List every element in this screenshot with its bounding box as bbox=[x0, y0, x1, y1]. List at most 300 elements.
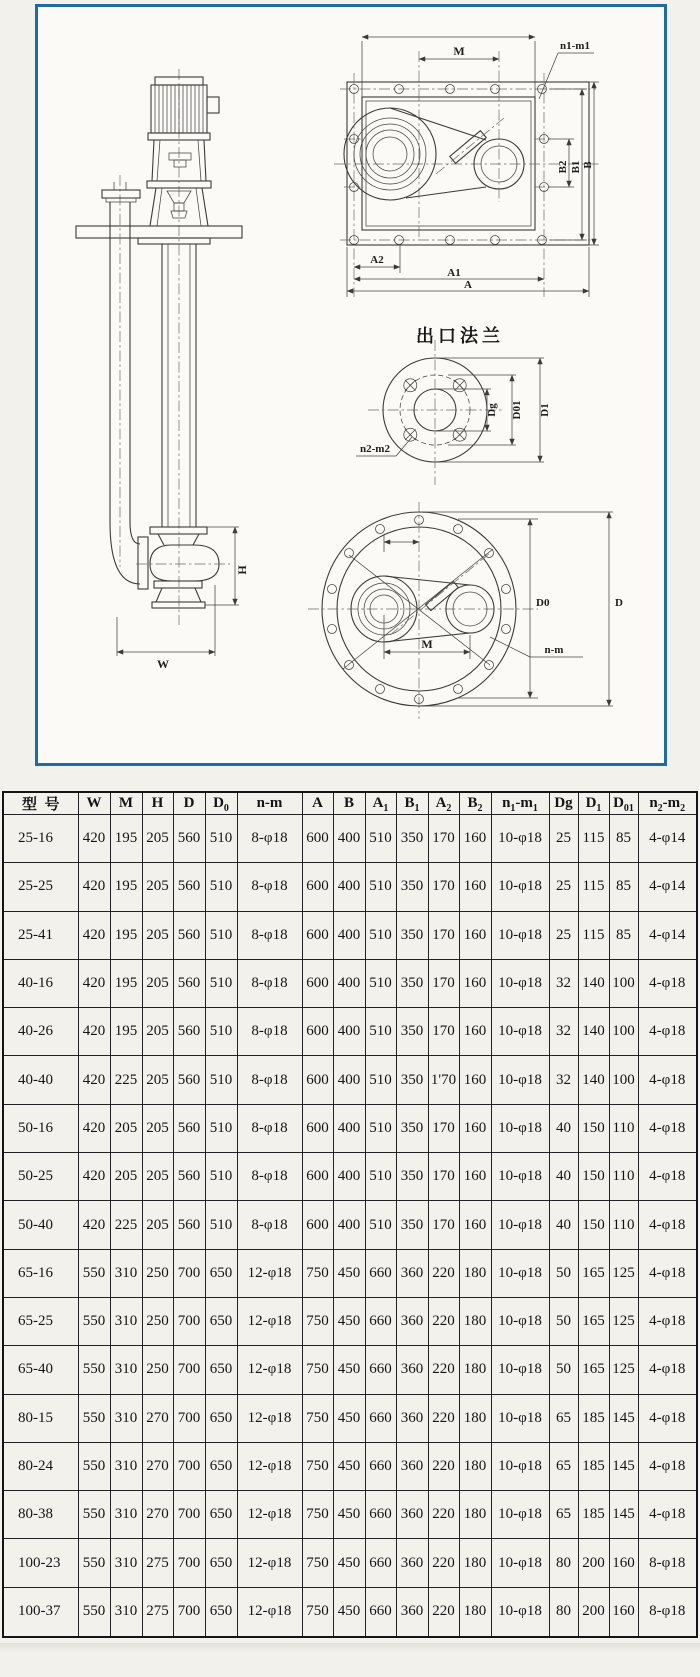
dim-cell: 195 bbox=[110, 959, 142, 1007]
dim-cell: 10-φ18 bbox=[491, 1056, 549, 1104]
dim-cell: 220 bbox=[428, 1249, 459, 1297]
dim-cell: 310 bbox=[110, 1346, 142, 1394]
dim-cell: 650 bbox=[205, 1297, 237, 1345]
dim-cell: 220 bbox=[428, 1346, 459, 1394]
dim-cell: 220 bbox=[428, 1394, 459, 1442]
dim-label-n-m: n-m bbox=[544, 644, 564, 656]
dim-cell: 360 bbox=[396, 1249, 428, 1297]
dim-cell: 700 bbox=[173, 1442, 205, 1490]
dim-cell: 700 bbox=[173, 1297, 205, 1345]
table-row bbox=[3, 1394, 697, 1442]
dim-cell: 560 bbox=[173, 1008, 205, 1056]
dim-cell: 510 bbox=[205, 1201, 237, 1249]
dim-cell: 160 bbox=[459, 959, 491, 1007]
table-row bbox=[3, 1153, 697, 1201]
dim-cell: 205 bbox=[110, 1153, 142, 1201]
model-cell: 65-40 bbox=[3, 1346, 78, 1394]
dim-cell: 160 bbox=[459, 911, 491, 959]
dim-cell: 160 bbox=[459, 1104, 491, 1152]
model-cell: 25-41 bbox=[3, 911, 78, 959]
dim-cell: 510 bbox=[365, 863, 396, 911]
dim-cell: 205 bbox=[142, 1104, 173, 1152]
dim-cell: 510 bbox=[365, 1008, 396, 1056]
dim-cell: 420 bbox=[78, 1153, 110, 1201]
dim-cell: 220 bbox=[428, 1539, 459, 1587]
dim-cell: 600 bbox=[302, 911, 333, 959]
dim-cell: 125 bbox=[609, 1297, 638, 1345]
dim-cell: 350 bbox=[396, 1201, 428, 1249]
dim-cell: 40 bbox=[549, 1201, 578, 1249]
dim-cell: 450 bbox=[333, 1346, 365, 1394]
dim-cell: 360 bbox=[396, 1346, 428, 1394]
dim-cell: 400 bbox=[333, 1008, 365, 1056]
dim-cell: 180 bbox=[459, 1539, 491, 1587]
dim-cell: 8-φ18 bbox=[237, 1008, 302, 1056]
model-cell: 80-15 bbox=[3, 1394, 78, 1442]
dim-cell: 4-φ18 bbox=[638, 1297, 697, 1345]
dim-cell: 750 bbox=[302, 1491, 333, 1539]
dim-cell: 205 bbox=[142, 1008, 173, 1056]
model-cell: 25-25 bbox=[3, 863, 78, 911]
dim-cell: 350 bbox=[396, 1056, 428, 1104]
dim-cell: 750 bbox=[302, 1394, 333, 1442]
dim-cell: 4-φ18 bbox=[638, 1394, 697, 1442]
dim-cell: 400 bbox=[333, 863, 365, 911]
dim-cell: 420 bbox=[78, 863, 110, 911]
outlet-flange-title: 出口法兰 bbox=[416, 326, 504, 346]
dim-cell: 750 bbox=[302, 1249, 333, 1297]
model-cell: 65-25 bbox=[3, 1297, 78, 1345]
dim-cell: 220 bbox=[428, 1442, 459, 1490]
drawing-frame bbox=[35, 4, 667, 766]
column-header: H bbox=[142, 792, 173, 815]
dim-cell: 165 bbox=[578, 1249, 609, 1297]
dim-label-plate-M: M bbox=[453, 44, 465, 58]
dim-cell: 510 bbox=[205, 1056, 237, 1104]
model-cell: 50-25 bbox=[3, 1153, 78, 1201]
dim-cell: 10-φ18 bbox=[491, 959, 549, 1007]
model-cell: 40-40 bbox=[3, 1056, 78, 1104]
dim-cell: 8-φ18 bbox=[237, 1201, 302, 1249]
dim-cell: 185 bbox=[578, 1394, 609, 1442]
dim-cell: 560 bbox=[173, 1104, 205, 1152]
dim-cell: 420 bbox=[78, 1008, 110, 1056]
dim-cell: 160 bbox=[459, 1056, 491, 1104]
dim-cell: 10-φ18 bbox=[491, 1249, 549, 1297]
dim-cell: 270 bbox=[142, 1442, 173, 1490]
table-row bbox=[3, 1587, 697, 1637]
dim-cell: 510 bbox=[365, 1104, 396, 1152]
dim-cell: 12-φ18 bbox=[237, 1249, 302, 1297]
dim-cell: 32 bbox=[549, 1056, 578, 1104]
dim-cell: 450 bbox=[333, 1539, 365, 1587]
dim-cell: 250 bbox=[142, 1346, 173, 1394]
dim-cell: 4-φ18 bbox=[638, 1491, 697, 1539]
dim-cell: 12-φ18 bbox=[237, 1297, 302, 1345]
column-header: A bbox=[302, 792, 333, 815]
dim-cell: 4-φ18 bbox=[638, 1442, 697, 1490]
dim-cell: 600 bbox=[302, 1056, 333, 1104]
dim-cell: 10-φ18 bbox=[491, 1442, 549, 1490]
dim-cell: 4-φ14 bbox=[638, 863, 697, 911]
dim-cell: 360 bbox=[396, 1539, 428, 1587]
dim-cell: 8-φ18 bbox=[237, 863, 302, 911]
dim-label-A: A bbox=[464, 279, 472, 291]
dim-cell: 185 bbox=[578, 1491, 609, 1539]
dim-cell: 660 bbox=[365, 1394, 396, 1442]
dim-cell: 550 bbox=[78, 1587, 110, 1637]
dim-cell: 360 bbox=[396, 1442, 428, 1490]
dim-cell: 185 bbox=[578, 1442, 609, 1490]
motor-fins bbox=[155, 85, 203, 133]
dim-cell: 750 bbox=[302, 1346, 333, 1394]
dim-cell: 160 bbox=[459, 815, 491, 863]
page-bottom-shade bbox=[0, 1643, 700, 1652]
dim-cell: 10-φ18 bbox=[491, 1201, 549, 1249]
dim-cell: 25 bbox=[549, 911, 578, 959]
dim-cell: 150 bbox=[578, 1104, 609, 1152]
column-header: Dg bbox=[549, 792, 578, 815]
dim-cell: 420 bbox=[78, 815, 110, 863]
dim-cell: 40 bbox=[549, 1153, 578, 1201]
dim-cell: 65 bbox=[549, 1394, 578, 1442]
dim-cell: 310 bbox=[110, 1249, 142, 1297]
dim-cell: 510 bbox=[205, 959, 237, 1007]
dim-cell: 85 bbox=[609, 911, 638, 959]
column-header: $A_2$ bbox=[428, 792, 459, 815]
dim-cell: 32 bbox=[549, 1008, 578, 1056]
dim-cell: 110 bbox=[609, 1153, 638, 1201]
column-header: M bbox=[110, 792, 142, 815]
dim-cell: 450 bbox=[333, 1442, 365, 1490]
column-header: $B_1$ bbox=[396, 792, 428, 815]
dim-cell: 205 bbox=[142, 1201, 173, 1249]
dim-cell: 4-φ18 bbox=[638, 1346, 697, 1394]
dim-cell: 10-φ18 bbox=[491, 1153, 549, 1201]
column-header: $B_2$ bbox=[459, 792, 491, 815]
dim-cell: 510 bbox=[205, 1008, 237, 1056]
dim-cell: 205 bbox=[142, 1056, 173, 1104]
column-header: $D_0$ bbox=[205, 792, 237, 815]
dim-cell: 510 bbox=[205, 911, 237, 959]
dim-cell: 50 bbox=[549, 1346, 578, 1394]
outlet-flange-view bbox=[356, 325, 551, 485]
dim-cell: 10-φ18 bbox=[491, 863, 549, 911]
dim-cell: 660 bbox=[365, 1491, 396, 1539]
dim-cell: 150 bbox=[578, 1153, 609, 1201]
table-row bbox=[3, 1056, 697, 1104]
dim-cell: 205 bbox=[142, 863, 173, 911]
dim-cell: 10-φ18 bbox=[491, 815, 549, 863]
dim-cell: 12-φ18 bbox=[237, 1491, 302, 1539]
table-row bbox=[3, 1539, 697, 1587]
dim-cell: 100 bbox=[609, 1056, 638, 1104]
dim-cell: 110 bbox=[609, 1201, 638, 1249]
model-cell: 80-38 bbox=[3, 1491, 78, 1539]
dim-cell: 650 bbox=[205, 1539, 237, 1587]
base-plate-top-view bbox=[308, 502, 623, 719]
dim-cell: 110 bbox=[609, 1104, 638, 1152]
dim-cell: 560 bbox=[173, 1201, 205, 1249]
dim-cell: 85 bbox=[609, 863, 638, 911]
dim-cell: 180 bbox=[459, 1442, 491, 1490]
dim-cell: 550 bbox=[78, 1394, 110, 1442]
dim-cell: 180 bbox=[459, 1346, 491, 1394]
column-header: $A_1$ bbox=[365, 792, 396, 815]
dim-cell: 275 bbox=[142, 1587, 173, 1637]
dim-cell: 360 bbox=[396, 1491, 428, 1539]
dim-cell: 195 bbox=[110, 911, 142, 959]
dim-cell: 80 bbox=[549, 1587, 578, 1637]
volute-casing bbox=[150, 545, 219, 581]
dim-cell: 400 bbox=[333, 1153, 365, 1201]
dim-label-W: W bbox=[157, 657, 169, 671]
model-cell: 40-26 bbox=[3, 1008, 78, 1056]
technical-drawing bbox=[38, 7, 664, 763]
dim-cell: 4-φ18 bbox=[638, 1249, 697, 1297]
model-cell: 50-40 bbox=[3, 1201, 78, 1249]
dim-cell: 600 bbox=[302, 815, 333, 863]
dim-cell: 205 bbox=[142, 959, 173, 1007]
dim-cell: 560 bbox=[173, 815, 205, 863]
model-cell: 25-16 bbox=[3, 815, 78, 863]
dim-label-D1: D1 bbox=[539, 403, 551, 417]
model-cell: 65-16 bbox=[3, 1249, 78, 1297]
dim-cell: 10-φ18 bbox=[491, 1394, 549, 1442]
dim-cell: 310 bbox=[110, 1539, 142, 1587]
dim-cell: 660 bbox=[365, 1346, 396, 1394]
table-row bbox=[3, 1442, 697, 1490]
dim-cell: 510 bbox=[365, 815, 396, 863]
dimension-table bbox=[2, 791, 698, 1638]
dim-cell: 170 bbox=[428, 1153, 459, 1201]
table-row bbox=[3, 1249, 697, 1297]
dim-cell: 180 bbox=[459, 1249, 491, 1297]
dim-label-base-M: M bbox=[421, 637, 433, 651]
dim-cell: 420 bbox=[78, 911, 110, 959]
dim-cell: 650 bbox=[205, 1346, 237, 1394]
dim-cell: 660 bbox=[365, 1587, 396, 1637]
dim-cell: 560 bbox=[173, 911, 205, 959]
dim-cell: 360 bbox=[396, 1394, 428, 1442]
dim-cell: 360 bbox=[396, 1587, 428, 1637]
dim-cell: 220 bbox=[428, 1587, 459, 1637]
column-header: $D_1$ bbox=[578, 792, 609, 815]
model-cell: 100-23 bbox=[3, 1539, 78, 1587]
dim-cell: 510 bbox=[365, 959, 396, 1007]
column-header: $n_2-m_2$ bbox=[638, 792, 697, 815]
dim-cell: 700 bbox=[173, 1249, 205, 1297]
dim-cell: 550 bbox=[78, 1491, 110, 1539]
dim-cell: 165 bbox=[578, 1297, 609, 1345]
dim-cell: 200 bbox=[578, 1587, 609, 1637]
dim-cell: 400 bbox=[333, 1056, 365, 1104]
dim-cell: 85 bbox=[609, 815, 638, 863]
inlet-flange bbox=[138, 537, 148, 589]
dim-cell: 600 bbox=[302, 1153, 333, 1201]
dim-cell: 420 bbox=[78, 959, 110, 1007]
dim-cell: 180 bbox=[459, 1394, 491, 1442]
dim-cell: 8-φ18 bbox=[237, 1104, 302, 1152]
dim-cell: 275 bbox=[142, 1539, 173, 1587]
dim-cell: 4-φ18 bbox=[638, 1153, 697, 1201]
model-cell: 100-37 bbox=[3, 1587, 78, 1637]
table-body bbox=[3, 815, 697, 1638]
dim-cell: 65 bbox=[549, 1491, 578, 1539]
dim-cell: 10-φ18 bbox=[491, 1346, 549, 1394]
dim-cell: 150 bbox=[578, 1201, 609, 1249]
dim-cell: 140 bbox=[578, 959, 609, 1007]
dim-cell: 115 bbox=[578, 815, 609, 863]
dim-cell: 10-φ18 bbox=[491, 1539, 549, 1587]
dim-cell: 310 bbox=[110, 1297, 142, 1345]
plate-bolt-holes bbox=[350, 85, 549, 245]
dim-cell: 25 bbox=[549, 815, 578, 863]
dim-cell: 450 bbox=[333, 1249, 365, 1297]
table-header-row bbox=[3, 792, 697, 815]
dim-cell: 10-φ18 bbox=[491, 1104, 549, 1152]
dim-cell: 750 bbox=[302, 1297, 333, 1345]
table-row bbox=[3, 959, 697, 1007]
dim-cell: 140 bbox=[578, 1008, 609, 1056]
table-row bbox=[3, 1201, 697, 1249]
dim-cell: 750 bbox=[302, 1539, 333, 1587]
dim-cell: 400 bbox=[333, 1104, 365, 1152]
dim-label-Dg: Dg bbox=[486, 403, 498, 417]
dim-cell: 115 bbox=[578, 863, 609, 911]
dim-cell: 510 bbox=[205, 815, 237, 863]
dim-cell: 4-φ18 bbox=[638, 1201, 697, 1249]
dim-cell: 205 bbox=[142, 911, 173, 959]
dim-cell: 8-φ18 bbox=[237, 1153, 302, 1201]
dim-cell: 450 bbox=[333, 1491, 365, 1539]
dim-cell: 350 bbox=[396, 911, 428, 959]
column-header: D bbox=[173, 792, 205, 815]
dim-cell: 8-φ18 bbox=[638, 1587, 697, 1637]
dim-cell: 660 bbox=[365, 1539, 396, 1587]
dim-cell: 350 bbox=[396, 863, 428, 911]
dim-label-A2: A2 bbox=[370, 254, 384, 266]
dim-label-D: D bbox=[615, 597, 623, 609]
dim-cell: 225 bbox=[110, 1056, 142, 1104]
dim-cell: 310 bbox=[110, 1394, 142, 1442]
dim-cell: 8-φ18 bbox=[237, 815, 302, 863]
model-cell: 40-16 bbox=[3, 959, 78, 1007]
dim-cell: 4-φ18 bbox=[638, 1104, 697, 1152]
dim-cell: 205 bbox=[142, 1153, 173, 1201]
dim-cell: 250 bbox=[142, 1249, 173, 1297]
dim-cell: 250 bbox=[142, 1297, 173, 1345]
dim-cell: 8-φ18 bbox=[237, 1056, 302, 1104]
dim-cell: 600 bbox=[302, 1008, 333, 1056]
dim-cell: 450 bbox=[333, 1297, 365, 1345]
dim-cell: 600 bbox=[302, 1201, 333, 1249]
column-header: $n_1-m_1$ bbox=[491, 792, 549, 815]
dim-label-n2-m2: n2-m2 bbox=[360, 443, 390, 455]
dim-cell: 700 bbox=[173, 1539, 205, 1587]
dim-cell: 180 bbox=[459, 1297, 491, 1345]
dim-cell: 4-φ14 bbox=[638, 815, 697, 863]
model-cell: 50-16 bbox=[3, 1104, 78, 1152]
table-row bbox=[3, 1008, 697, 1056]
dim-cell: 195 bbox=[110, 1008, 142, 1056]
dim-cell: 225 bbox=[110, 1201, 142, 1249]
dim-cell: 4-φ14 bbox=[638, 911, 697, 959]
dim-cell: 32 bbox=[549, 959, 578, 1007]
dim-cell: 170 bbox=[428, 1008, 459, 1056]
dim-cell: 660 bbox=[365, 1297, 396, 1345]
dim-cell: 350 bbox=[396, 1153, 428, 1201]
dim-cell: 750 bbox=[302, 1442, 333, 1490]
dim-cell: 220 bbox=[428, 1297, 459, 1345]
dim-cell: 450 bbox=[333, 1394, 365, 1442]
dim-cell: 600 bbox=[302, 863, 333, 911]
dim-cell: 550 bbox=[78, 1346, 110, 1394]
dim-cell: 125 bbox=[609, 1249, 638, 1297]
mounting-plate bbox=[76, 226, 242, 238]
dim-cell: 660 bbox=[365, 1249, 396, 1297]
dim-cell: 170 bbox=[428, 863, 459, 911]
dim-cell: 700 bbox=[173, 1346, 205, 1394]
dim-cell: 10-φ18 bbox=[491, 1008, 549, 1056]
dim-cell: 160 bbox=[459, 1153, 491, 1201]
dim-cell: 510 bbox=[205, 1153, 237, 1201]
dim-cell: 700 bbox=[173, 1394, 205, 1442]
dim-cell: 400 bbox=[333, 959, 365, 1007]
dim-label-B: B bbox=[582, 161, 594, 169]
dim-cell: 160 bbox=[459, 1008, 491, 1056]
dim-cell: 100 bbox=[609, 1008, 638, 1056]
dim-cell: 8-φ18 bbox=[237, 911, 302, 959]
dim-cell: 350 bbox=[396, 959, 428, 1007]
dim-cell: 510 bbox=[205, 1104, 237, 1152]
table-row bbox=[3, 815, 697, 863]
table-row bbox=[3, 1346, 697, 1394]
dim-cell: 650 bbox=[205, 1491, 237, 1539]
dim-cell: 420 bbox=[78, 1056, 110, 1104]
dim-cell: 510 bbox=[365, 1153, 396, 1201]
dim-cell: 50 bbox=[549, 1249, 578, 1297]
column-header: $D_{01}$ bbox=[609, 792, 638, 815]
motor-terminal-box bbox=[207, 97, 219, 113]
dim-cell: 145 bbox=[609, 1491, 638, 1539]
dim-cell: 550 bbox=[78, 1249, 110, 1297]
dim-cell: 750 bbox=[302, 1587, 333, 1637]
dim-cell: 510 bbox=[365, 1201, 396, 1249]
dim-cell: 195 bbox=[110, 815, 142, 863]
dim-cell: 650 bbox=[205, 1442, 237, 1490]
dim-cell: 8-φ18 bbox=[237, 959, 302, 1007]
dim-cell: 8-φ18 bbox=[638, 1539, 697, 1587]
dim-cell: 650 bbox=[205, 1249, 237, 1297]
dim-cell: 310 bbox=[110, 1491, 142, 1539]
dim-label-H: H bbox=[235, 565, 249, 575]
dim-cell: 40 bbox=[549, 1104, 578, 1152]
dim-cell: 350 bbox=[396, 815, 428, 863]
dim-cell: 700 bbox=[173, 1587, 205, 1637]
dim-cell: 100 bbox=[609, 959, 638, 1007]
column-header: n-m bbox=[237, 792, 302, 815]
dim-cell: 10-φ18 bbox=[491, 1491, 549, 1539]
dim-cell: 550 bbox=[78, 1442, 110, 1490]
dim-cell: 560 bbox=[173, 1153, 205, 1201]
table-row bbox=[3, 911, 697, 959]
dim-cell: 25 bbox=[549, 863, 578, 911]
dim-cell: 12-φ18 bbox=[237, 1539, 302, 1587]
dim-cell: 165 bbox=[578, 1346, 609, 1394]
dim-cell: 510 bbox=[365, 911, 396, 959]
column-header: 型 号 bbox=[3, 792, 78, 815]
